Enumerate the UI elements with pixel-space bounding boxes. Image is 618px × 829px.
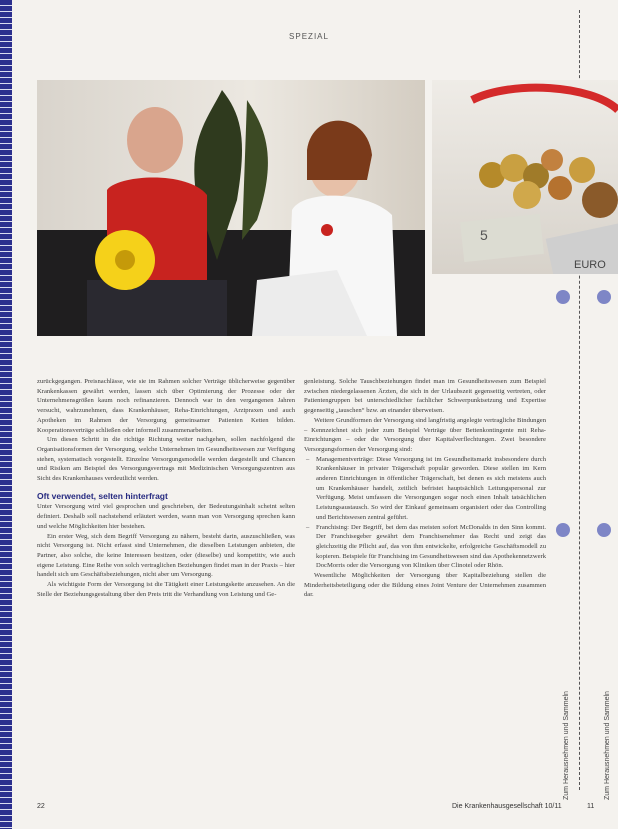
decor-dot — [597, 290, 611, 304]
euro-label: EURO — [574, 259, 606, 271]
paragraph: Weitere Grundformen der Versorgung sind langfristig angelegte vertragliche Bindungen – Kennzeichnet sich jeder zum Beispiel Verträge über Bettenkontingente mit Reha-Einrichtungen – oder die Versorgung über Kapitalverflechtungen. Zwei besondere Versorgungsformen der Versorgung sind: — [304, 416, 546, 453]
magazine-name: Die Krankenhausgesellschaft 10/11 — [452, 803, 562, 810]
note-label: 5 — [480, 227, 488, 243]
side-caption-2: Zum Herausnehmen und Sammeln — [604, 691, 611, 800]
yellow-flower-icon — [95, 230, 155, 290]
stethoscope-tube — [472, 88, 618, 110]
article-column-1 — [37, 377, 295, 599]
paragraph: Ein erster Weg, sich dem Begriff Versorgung zu nähern, besteht darin, auszuschließen, was nicht Versorgung ist. Nicht erfasst sind Unternehmen, die dieselben Leistungen anbieten, die Partner, also solche, die keine Interessen besitzen, oder (dieselbe) und kompetitiv, wie auch eigene Leistung. Eine Reihe von solch vertraglichen Beziehungen findet man in der Praxis – hier handelt sich um Geschäftsbeziehungen, nicht aber um Versorgung. — [37, 532, 295, 579]
paragraph: zurückgegangen. Preisnachlässe, wie sie im Rahmen solcher Verträge üblicherweise gegenüber Krankenkassen gewährt werden, lassen sich über Optimierung der Prozesse oder der Unternehmensgrößen kaum noch refinanzieren. Dennoch war in den vergangenen Jahren versucht, wahrzunehmen, dass Krankenhäuser, Reha-Einrichtungen, Arztpraxen und auch Apotheken im Rahmen der Versorgung gemeinsamer Patienten Ketten bilden. Kooperationsverträge schließen oder informell zusammenarbeiten. — [37, 378, 295, 434]
side-photo — [432, 80, 618, 274]
decor-dot — [597, 523, 611, 537]
list-item: – Franchising: Der Begriff, bei dem das meisten sofort McDonalds in den Sinn kommt. Der Franchisegeber gewährt dem Franchisenehmer das Recht und zeigt das gleichzeitig die Pflicht auf, das von ihm entwickelte, erfolgreiche Geschäftsmodell zu kopieren. Beispiele für Franchising im Gesundheitswesen sind das Apothekennetzwerk DocMorris oder die Versorgung von Kliniken über Clinotel oder Rhön. — [316, 523, 546, 572]
consultation-illustration — [37, 80, 425, 336]
banknote — [460, 214, 544, 262]
paragraph: Um diesen Schritt in die richtige Richtung weiter nachgehen, sollen nachfolgend die Organisationsformen der Versorgung, welche Unternehmen im Gesundheitswesen zur Verfügung stehen, systematisch vorgestellt. Einzelne Versorgungsmodelle werden dargestellt und Chancen und Risiken am Beispiel des Versorgungsvertrags mit Medizinischen Versorgungszentren aus Sicht des Krankenhauses verdeutlicht werden. — [37, 436, 295, 483]
decor-dot — [556, 523, 570, 537]
bullet-list — [304, 455, 546, 571]
money-stethoscope-illustration — [432, 80, 618, 274]
side-caption-1: Zum Herausnehmen und Sammeln — [563, 691, 570, 800]
page-number-left: 22 — [37, 803, 45, 810]
paragraph: Unter Versorgung wird viel gesprochen und geschrieben, der Bedeutungsinhalt scheint selten definiert. Deshalb soll nachstehend erläutert werden, wann man von Versorgung sprechen kann und welche Möglichkeiten hier bestehen. — [37, 503, 295, 530]
paragraph: genleistung. Solche Tauschbeziehungen findet man im Gesundheitswesen zum Beispiel zwischen niedergelassenen Ärzten, die sich in der Urlaubszeit gegenseitig vertreten, oder Patientengruppen bei unterschiedlicher fachlicher Schwerpunktsetzung und Expertise gegenseitig „tauschen“ bzw. an einander überweisen. — [304, 378, 546, 415]
decor-dot — [556, 290, 570, 304]
subheading: Oft verwendet, selten hinterfragt — [37, 490, 168, 501]
man-head — [127, 107, 183, 173]
section-header: SPEZIAL — [289, 32, 329, 41]
paragraph: Wesentliche Möglichkeiten der Versorgung über Kapitalbeziehung stellen die Minderheitsbeteiligung oder die Bildung eines Joint Venture der Unternehmen zusammen dar. — [304, 572, 546, 599]
list-item: – Managementverträge: Diese Versorgung ist im Gesundheitsmarkt insbesondere durch Krankenhäuser in privater Trägerschaft populär geworden. Diese stellen im Kern anderen Einrichtungen in öffentlicher Trägerschaft, bei denen es sich meistens auch um Krankenhäuser handelt, zeitlich befristet hauptsächlich Leitungspersonal zur Verfügung. Meist umfassen die Versorgungen sogar noch einen Inhalt tatsächlichen Leistungsaustausch. So wird der Einkauf gemeinsam organisiert oder das Controlling und Berichtswesen zentral geführt. — [316, 455, 546, 523]
page-number-right: 11 — [587, 803, 595, 810]
main-photo — [37, 80, 425, 336]
article-column-2 — [304, 377, 546, 600]
paragraph: Als wichtigste Form der Versorgung ist die Tätigkeit einer Leistungskette anzusehen. An die Stelle der Beziehungsgestaltung über den Preis tritt die Verhandlung von Leistung und Ge- — [37, 581, 295, 598]
binding-strip — [0, 0, 12, 829]
woman-hair — [307, 121, 372, 180]
